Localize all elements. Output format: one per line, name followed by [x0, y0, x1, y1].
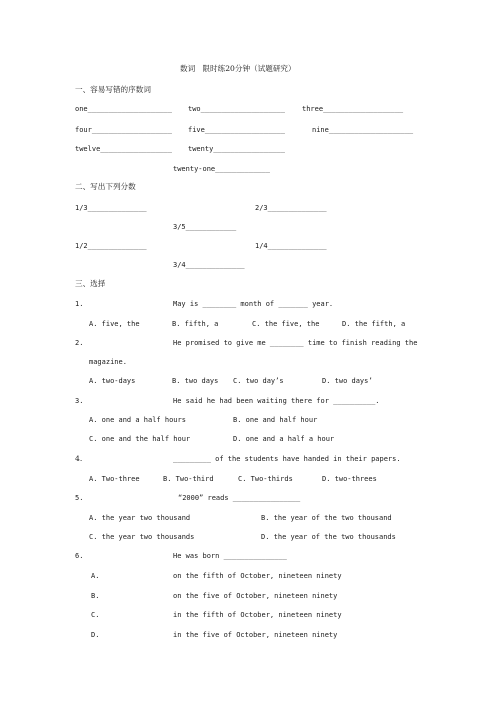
fraction-3-5: 3/5____________ — [173, 223, 237, 231]
option-d: D. the year of the two thousands — [261, 533, 396, 541]
option-b-letter: B. — [91, 592, 100, 600]
fill-blank-twenty-one: twenty-one_____________ — [173, 165, 270, 173]
option-d: D. one and a half a hour — [233, 435, 335, 443]
option-d: D. the fifth, a — [342, 320, 406, 328]
option-a: A. Two-three — [89, 475, 140, 483]
question-stem: He promised to give me ________ time to finish reading the — [173, 339, 418, 347]
question-stem: He was born _______________ — [173, 552, 287, 560]
fraction-1-2: 1/2______________ — [75, 242, 147, 250]
fill-blank-four: four___________________ — [75, 126, 172, 134]
fraction-1-3: 1/3______________ — [75, 204, 147, 212]
option-c-text: in the fifth of October, nineteen ninety — [173, 611, 342, 619]
option-b: B. Two-third — [163, 475, 214, 483]
question-number: 3. — [75, 397, 84, 405]
section-2-heading: 二、写出下列分数 — [75, 182, 136, 191]
option-b-text: on the five of October, nineteen ninety — [173, 592, 338, 600]
option-c: C. two day’s — [233, 377, 284, 385]
question-stem: May is ________ month of _______ year. — [173, 300, 334, 308]
option-b: B. one and half hour — [233, 416, 318, 424]
question-stem: _________ of the students have handed in their papers. — [173, 455, 401, 463]
option-d-letter: D. — [91, 631, 100, 639]
option-c: C. the year two thousands — [89, 533, 195, 541]
option-c-letter: C. — [91, 611, 100, 619]
option-a: A. two-days — [89, 377, 136, 385]
option-b: B. two days — [172, 377, 219, 385]
question-number: 2. — [75, 339, 84, 347]
fraction-3-4: 3/4______________ — [173, 261, 245, 269]
option-d: D. two-threes — [322, 475, 377, 483]
question-number: 6. — [75, 552, 84, 560]
section-3-heading: 三、选择 — [75, 279, 106, 288]
fill-blank-one: one____________________ — [75, 105, 172, 113]
option-d: D. two days’ — [322, 377, 373, 385]
fill-blank-two: two____________________ — [188, 105, 285, 113]
question-number: 1. — [75, 300, 84, 308]
fraction-2-3: 2/3______________ — [255, 204, 327, 212]
option-a: A. one and a half hours — [89, 416, 186, 424]
question-stem-continued: magazine. — [89, 358, 127, 366]
fill-blank-five: five___________________ — [188, 126, 285, 134]
page-title: 数词 限时练20分钟（试题研究） — [180, 64, 296, 73]
option-c: C. Two-thirds — [238, 475, 293, 483]
question-number: 5. — [75, 494, 84, 502]
fill-blank-twelve: twelve_________________ — [75, 145, 172, 153]
option-b: B. fifth, a — [172, 320, 219, 328]
option-c: C. one and the half hour — [89, 435, 191, 443]
question-number: 4. — [75, 454, 83, 463]
fill-blank-nine: nine____________________ — [312, 126, 414, 134]
fill-blank-twenty: twenty_________________ — [188, 145, 285, 153]
question-stem: “2000” reads ________________ — [178, 494, 301, 502]
option-a-text: on the fifth of October, nineteen ninety — [173, 572, 342, 580]
option-a-letter: A. — [91, 572, 100, 580]
option-a: A. five, the — [89, 320, 140, 328]
option-b: B. the year of the two thousand — [261, 514, 392, 522]
question-stem: He said he had been waiting there for __________. — [173, 397, 380, 405]
option-a: A. the year two thousand — [89, 514, 191, 522]
section-1-heading: 一、容易写错的序数词 — [75, 85, 151, 94]
option-d-text: in the five of October, nineteen ninety — [173, 631, 338, 639]
fraction-1-4: 1/4______________ — [255, 242, 327, 250]
fill-blank-three: three___________________ — [302, 105, 404, 113]
option-c: C. the five, the — [252, 320, 320, 328]
